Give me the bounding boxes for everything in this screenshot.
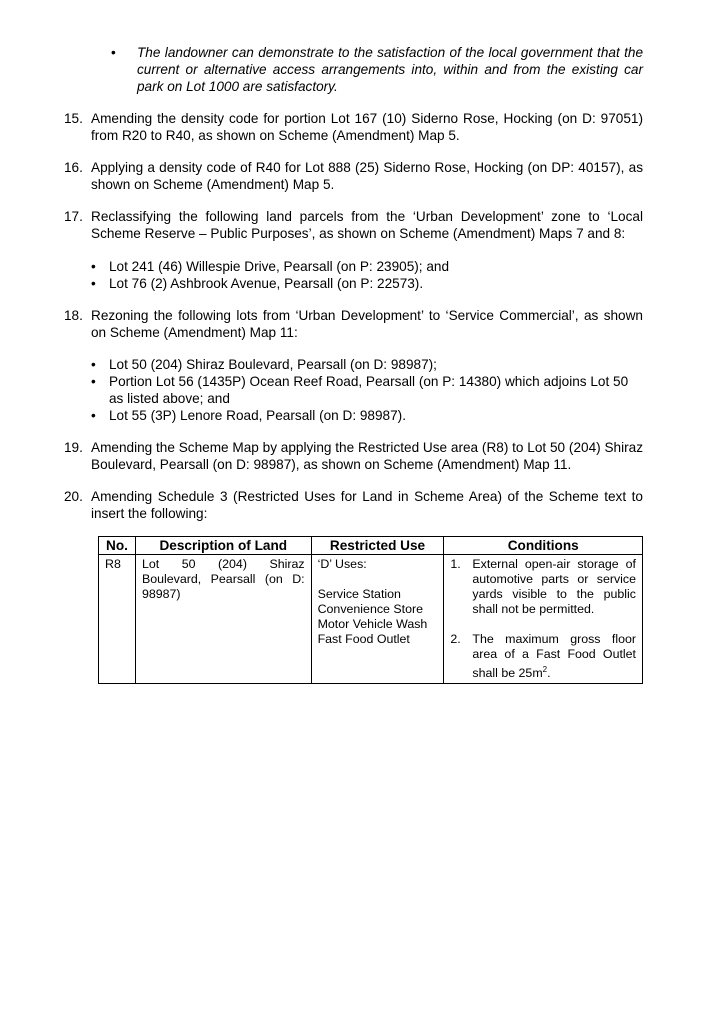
bullet-marker: • (91, 374, 96, 389)
condition-text: The maximum gross floor area of a Fast Food Outlet shall be 25m (472, 632, 636, 681)
item-17-sublist (91, 258, 643, 292)
list-item-16 (64, 159, 643, 193)
item-text: Reclassifying the following land parcels from the ‘Urban Development’ zone to ‘Local Scheme Reserve – Public Purposes’, as shown on Scheme (Amendment) Maps 7 and 8: (91, 209, 643, 241)
item-number: 19. (64, 440, 83, 455)
sublist-item (91, 356, 643, 373)
superscript: 2 (542, 665, 548, 674)
condition-item (450, 557, 636, 617)
column-header-description: Description of Land (135, 537, 311, 555)
cell-restricted-use (311, 555, 444, 684)
list-item-15 (64, 110, 643, 144)
sublist-item (91, 258, 643, 275)
sublist-item-text: Lot 241 (46) Willespie Drive, Pearsall (on P: 23905); and (109, 259, 450, 274)
use-heading: ‘D’ Uses: (317, 557, 367, 571)
bullet-marker: • (91, 408, 96, 423)
condition-text: External open-air storage of automotive parts or service yards visible to the public shall not be permitted. (472, 557, 636, 616)
item-text: Amending Schedule 3 (Restricted Uses for Land in Scheme Area) of the Scheme text to insert the following: (91, 489, 643, 521)
table-header-row (99, 537, 643, 555)
use-item: Service Station (317, 587, 401, 601)
cell-conditions (444, 555, 643, 684)
sublist-item-text: Portion Lot 56 (1435P) Ocean Reef Road, Pearsall (on P: 14380) which adjoins Lot 50 as listed above; and (109, 374, 629, 406)
sublist-item (91, 373, 643, 407)
list-item-17 (64, 208, 643, 242)
cell-no: R8 (99, 555, 136, 684)
list-item-19 (64, 439, 643, 473)
sublist-item (91, 407, 643, 424)
cell-description: Lot 50 (204) Shiraz Boulevard, Pearsall (on D: 98987) (135, 555, 311, 684)
bullet-marker: • (91, 276, 96, 291)
item-18-sublist (91, 356, 643, 424)
bullet-marker: • (111, 45, 116, 60)
list-item-18 (64, 307, 643, 341)
table-row (99, 555, 643, 684)
item-text: Rezoning the following lots from ‘Urban Development’ to ‘Service Commercial’, as shown on Scheme (Amendment) Map 11: (91, 308, 643, 340)
condition-number: 1. (450, 557, 461, 571)
intro-bullet-text: The landowner can demonstrate to the satisfaction of the local government that the current or alternative access arrangements into, within and from the existing car park on Lot 1000 are satisfactory. (137, 45, 643, 94)
item-number: 16. (64, 160, 83, 175)
column-header-no: No. (99, 537, 136, 555)
condition-item (450, 632, 636, 681)
use-item: Convenience Store (317, 602, 423, 616)
item-text: Amending the density code for portion Lot 167 (10) Siderno Rose, Hocking (on D: 97051) from R20 to R40, as shown on Scheme (Amendment) Map 5. (91, 111, 643, 143)
item-number: 17. (64, 209, 83, 224)
sublist-item-text: Lot 50 (204) Shiraz Boulevard, Pearsall (on D: 98987); (109, 357, 437, 372)
condition-tail: . (547, 666, 551, 681)
sublist-item (91, 275, 643, 292)
sublist-item-text: Lot 76 (2) Ashbrook Avenue, Pearsall (on P: 22573). (109, 276, 424, 291)
item-text: Applying a density code of R40 for Lot 888 (25) Siderno Rose, Hocking (on DP: 40157), as shown on Scheme (Amendment) Map 5. (91, 160, 643, 192)
sublist-item-text: Lot 55 (3P) Lenore Road, Pearsall (on D: 98987). (109, 408, 406, 423)
column-header-conditions: Conditions (444, 537, 643, 555)
conditions-list (450, 557, 636, 681)
item-text: Amending the Scheme Map by applying the Restricted Use area (R8) to Lot 50 (204) Shiraz Boulevard, Pearsall (on D: 98987), as shown on Scheme (Amendment) Map 11. (91, 440, 643, 472)
condition-number: 2. (450, 632, 461, 646)
schedule-table (98, 536, 643, 684)
intro-bullet (111, 44, 643, 95)
item-number: 15. (64, 111, 83, 126)
bullet-marker: • (91, 357, 96, 372)
item-number: 20. (64, 489, 83, 504)
column-header-restricted-use: Restricted Use (311, 537, 444, 555)
item-number: 18. (64, 308, 83, 323)
use-item: Fast Food Outlet (317, 632, 410, 646)
list-item-20 (64, 488, 643, 522)
bullet-marker: • (91, 259, 96, 274)
use-item: Motor Vehicle Wash (317, 617, 428, 631)
